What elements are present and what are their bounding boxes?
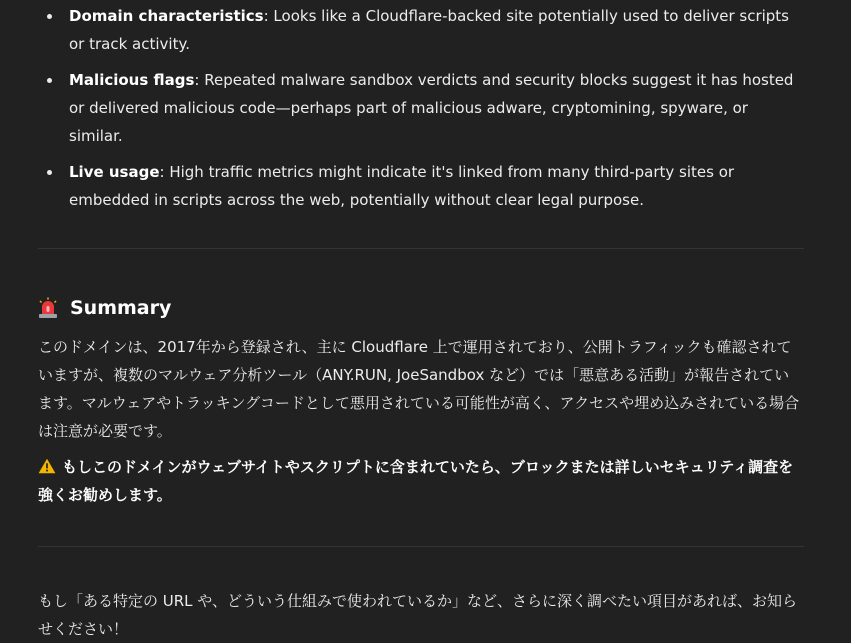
bullet-text: : High traffic metrics might indicate it's linked from many third-party sites or embedded in scripts across the web, potentially without clear legal purpose.	[69, 163, 735, 209]
list-item	[38, 66, 804, 150]
summary-heading	[38, 294, 804, 322]
bullet-title: Live usage	[69, 163, 160, 181]
bullet-text: : Looks like a Cloudflare-backed site potentially used to deliver scripts or track activity.	[69, 7, 789, 53]
bullet-title: Domain characteristics	[69, 7, 264, 25]
summary-paragraph: このドメインは、2017年から登録され、主に Cloudflare 上で運用されており、公開トラフィックも確認されていますが、複数のマルウェア分析ツール（ANY.RUN, JoeSandbox など）では「悪意ある活動」が報告されています。マルウェアやトラッキングコードとして悪用されている可能性が高く、アクセスや埋め込みされている場合は注意が必要です。	[38, 338, 800, 440]
bullet-title: Malicious flags	[69, 71, 195, 89]
divider	[38, 546, 804, 547]
warning-text	[38, 453, 804, 509]
divider	[38, 248, 804, 249]
summary-title: Summary	[70, 297, 172, 319]
message-content	[38, 0, 804, 643]
list-item	[38, 158, 804, 214]
list-item	[38, 2, 804, 58]
siren-icon	[38, 297, 58, 319]
warning-message: もしこのドメインがウェブサイトやスクリプトに含まれていたら、ブロックまたは詳しいセキュリティ調査を強くお勧めします。	[38, 458, 794, 504]
bullet-text: : Repeated malware sandbox verdicts and security blocks suggest it has hosted or delivered malicious code—perhaps part of malicious adware, cryptomining, spyware, or similar.	[69, 71, 794, 145]
bullet-list	[38, 2, 804, 214]
closing-message: もし「ある特定の URL や、どういう仕組みで使われているか」など、さらに深く調べたい項目があれば、お知らせください！	[38, 592, 797, 638]
warning-icon	[38, 455, 56, 471]
